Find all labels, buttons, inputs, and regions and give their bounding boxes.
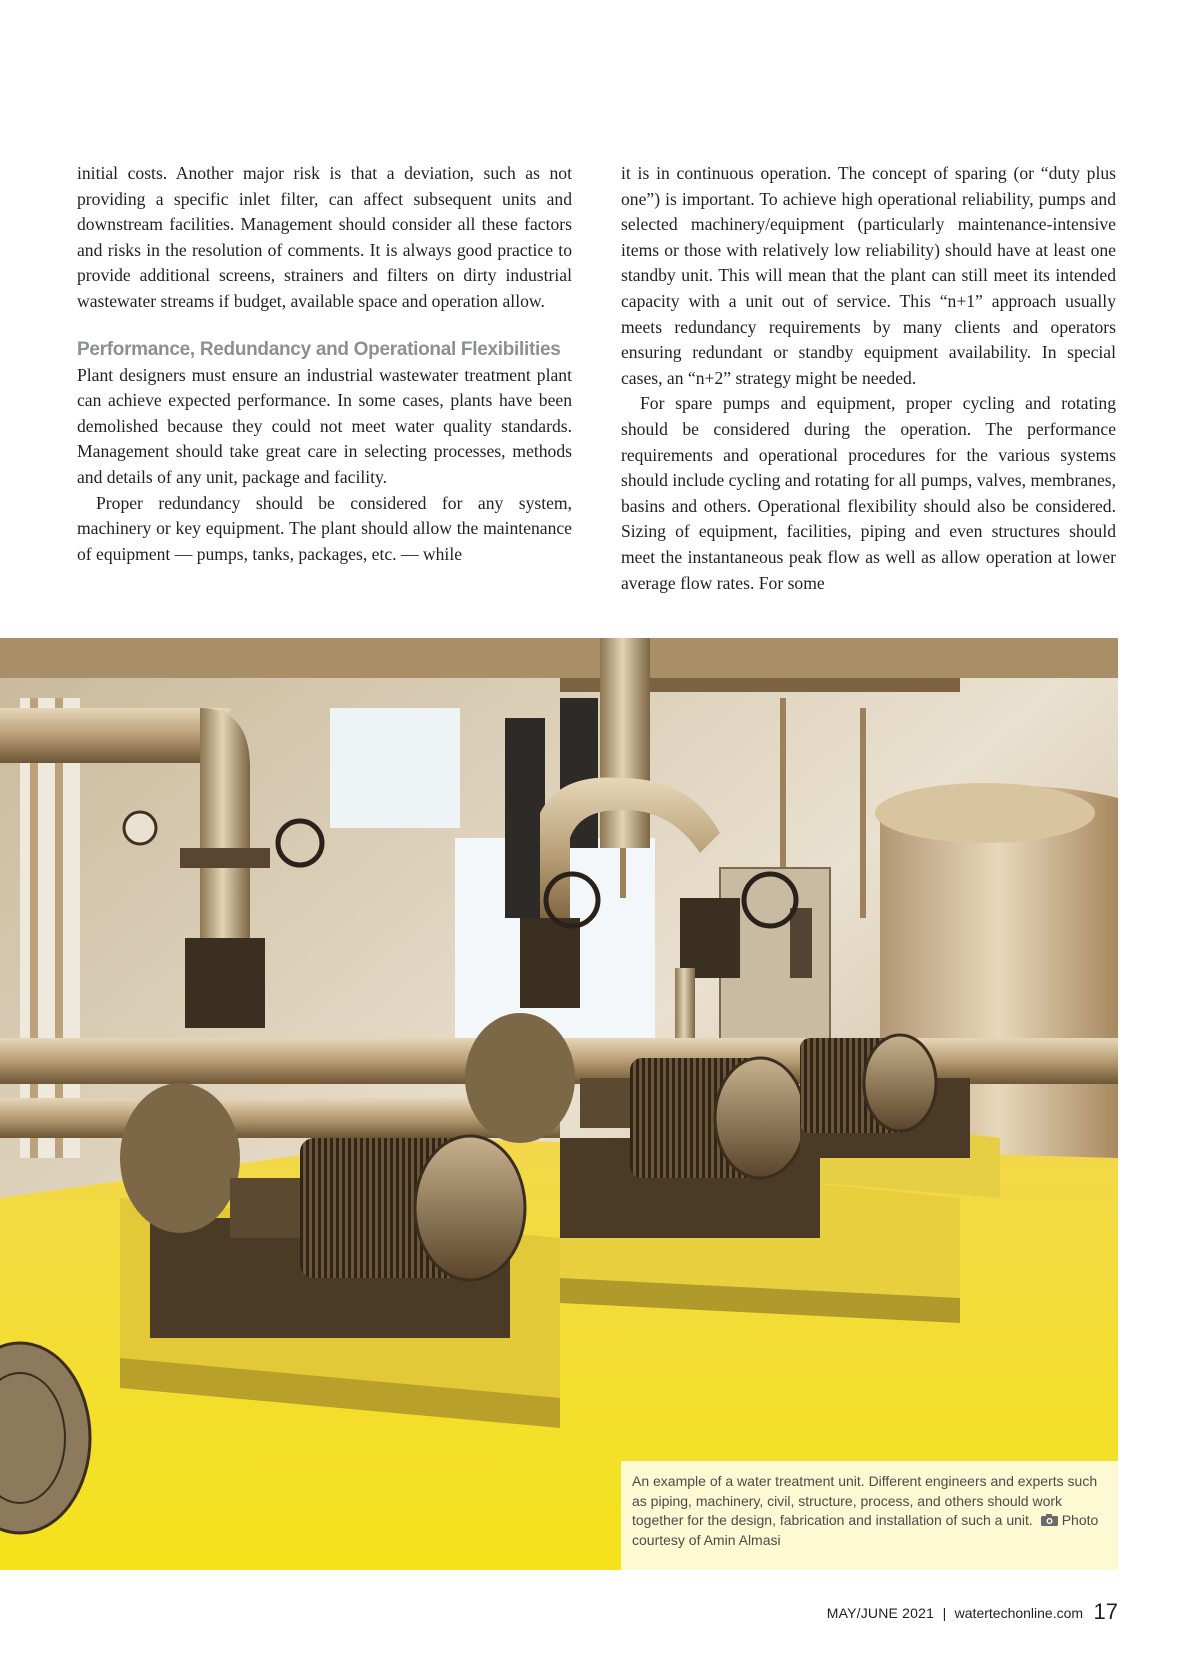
issue-date: MAY/JUNE 2021 bbox=[826, 1605, 935, 1621]
photo-illustration bbox=[0, 638, 1118, 1570]
left-column bbox=[77, 161, 572, 567]
footer-separator: | bbox=[942, 1605, 947, 1621]
section-heading: Performance, Redundancy and Operational Flexibilities bbox=[77, 338, 561, 360]
page-footer bbox=[827, 1599, 1118, 1625]
paragraph: Proper redundancy should be considered for any system, machinery or key equipment. The plant should allow the maintenance of equipment — pumps, tanks, packages, etc. — while bbox=[77, 492, 572, 564]
caption-text: An example of a water treatment unit. Different engineers and experts such as piping, machinery, civil, structure, process, and others should work together for the design, fabrication and installation of such a unit. bbox=[632, 1473, 1098, 1528]
paragraph: For spare pumps and equipment, proper cycling and rotating should be considered during the operation. The performance requirements and operational procedures for the various systems should include cycling and rotating for all pumps, valves, membranes, basins and others. Operational flexibility should also be considered. Sizing of equipment, facilities, piping and even structures should meet the instantaneous peak flow as well as allow operation at lower average flow rates. For some bbox=[621, 393, 1116, 593]
paragraph: it is in continuous operation. The concept of sparing (or “duty plus one”) is important. To achieve high operational reliability, pumps and selected machinery/equipment (particularly maintenance-intensive items or those with relatively low reliability) should have at least one standby unit. This will mean that the plant can still meet its intended capacity with a unit out of service. This “n+1” approach usually meets redundancy requirements by many clients and operators ensuring redundant or standby equipment availability. In special cases, an “n+2” strategy might be needed. bbox=[621, 163, 1116, 388]
page-number: 17 bbox=[1093, 1599, 1118, 1624]
photo-caption bbox=[621, 1461, 1118, 1570]
photo-pump-station bbox=[0, 638, 1118, 1570]
right-column bbox=[621, 161, 1116, 596]
camera-icon bbox=[1041, 1514, 1058, 1526]
paragraph: initial costs. Another major risk is that a deviation, such as not providing a specific inlet filter, can affect subsequent units and downstream facilities. Management should consider all these factors and risks in the resolution of comments. It is always good practice to provide additional screens, strainers and filters on dirty industrial wastewater streams if budget, available space and operation allow. bbox=[77, 163, 572, 311]
website-link[interactable]: watertechonline.com bbox=[954, 1605, 1084, 1621]
photo-credit: Photo courtesy of Amin Almasi bbox=[632, 1512, 1099, 1548]
paragraph: Plant designers must ensure an industrial wastewater treatment plant can achieve expected performance. In some cases, plants have been demolished because they could not meet water quality standards. Management should take great care in selecting processes, methods and details of any unit, package and facility. bbox=[77, 364, 572, 487]
